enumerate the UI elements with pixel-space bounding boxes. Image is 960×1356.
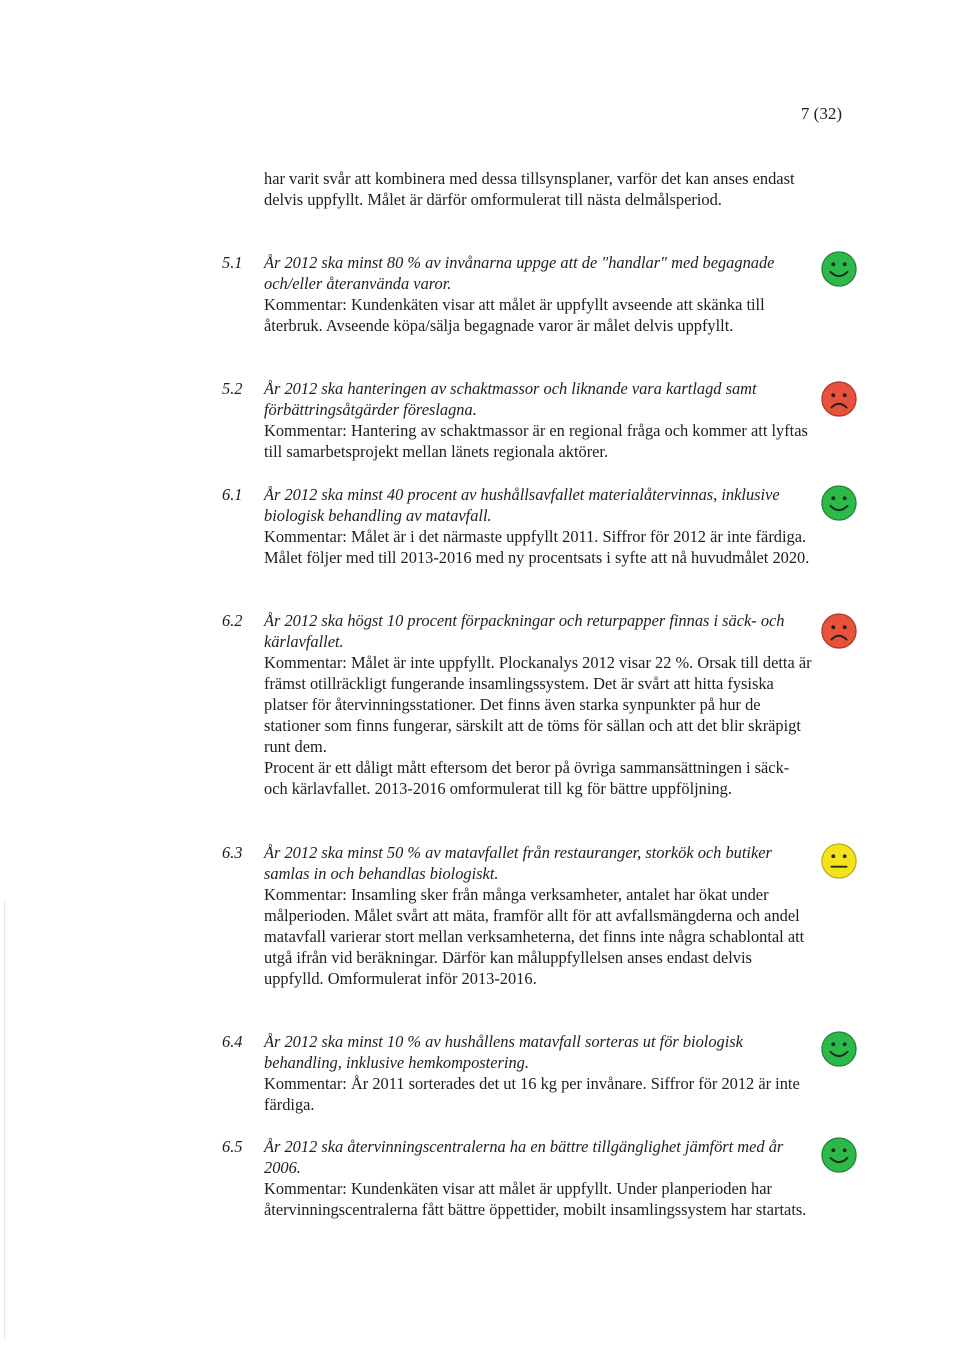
goal-item-6-4 — [222, 1031, 812, 1115]
sad-face-icon — [820, 612, 858, 650]
neutral-face-icon — [820, 842, 858, 880]
happy-face-icon — [820, 250, 858, 288]
goal-item-6-3 — [222, 842, 812, 989]
goal-number: 6.4 — [222, 1032, 243, 1051]
goal-comment: Kommentar: Målet är inte uppfyllt. Plockanalys 2012 visar 22 %. Orsak till detta är främst otillräckligt fungerande insamlingssystem. Det är svårt att hitta fysiska platser för återvinningsstationer. Det finns även starka synpunkter på hur de stationer som finns fungerar, särskilt att de töms för sällan och att det blir skräpigt runt dem. — [264, 653, 812, 756]
goal-comment: Kommentar: År 2011 sorterades det ut 16 kg per invånare. Siffror för 2012 är inte färdiga. — [264, 1074, 800, 1114]
goal-item-5-2 — [222, 378, 812, 462]
goal-text: År 2012 ska återvinningscentralerna ha en bättre tillgänglighet jämfört med år 2006. — [264, 1137, 784, 1177]
happy-face-icon — [820, 1030, 858, 1068]
goal-item-6-2 — [222, 610, 812, 799]
goal-comment: Kommentar: Kundenkäten visar att målet är uppfyllt. Under planperioden har återvinningscentralerna fått bättre öppettider, mobilt insamlingssystem har startats. — [264, 1179, 807, 1219]
goal-text: År 2012 ska minst 80 % av invånarna uppge att de "handlar" med begagnade och/eller återanvända varor. — [264, 253, 775, 293]
page-number: 7 (32) — [800, 104, 842, 123]
goal-comment-continued: Procent är ett dåligt mått eftersom det beror på övriga sammansättningen i säck- och kärlavfallet. 2013-2016 omformulerat till kg för bättre uppföljning. — [264, 758, 790, 798]
happy-face-icon — [820, 484, 858, 522]
goal-number: 5.1 — [222, 253, 243, 272]
goal-number: 6.5 — [222, 1137, 243, 1156]
happy-face-icon — [820, 1136, 858, 1174]
intro-paragraph: har varit svår att kombinera med dessa tillsynsplaner, varför det kan anses endast delvis uppfyllt. Målet är därför omformulerat till nästa delmålsperiod. — [264, 169, 795, 209]
goal-number: 6.3 — [222, 843, 243, 862]
goal-comment: Kommentar: Hantering av schaktmassor är en regional fråga och kommer att lyftas till samarbetsprojekt mellan länets regionala aktörer. — [264, 421, 808, 461]
goal-comment: Kommentar: Kundenkäten visar att målet är uppfyllt avseende att skänka till återbruk. Avseende köpa/sälja begagnade varor är målet delvis uppfyllt. — [264, 295, 765, 335]
goal-text: År 2012 ska minst 40 procent av hushållsavfallet materialåtervinnas, inklusive biologisk behandling av matavfall. — [264, 485, 780, 525]
goal-item-6-5 — [222, 1136, 812, 1220]
goal-number: 6.2 — [222, 611, 243, 630]
goal-item-5-1 — [222, 252, 812, 336]
sad-face-icon — [820, 380, 858, 418]
goal-number: 6.1 — [222, 485, 243, 504]
goal-item-6-1 — [222, 484, 812, 568]
goal-comment: Kommentar: Insamling sker från många verksamheter, antalet har ökat under målperioden. Målet svårt att mäta, framför allt för att avfallsmängderna och andel matavfall varierar stort mellan verksamheterna, det finns inte några schablontal att utgå ifrån vid beräkningar. Därför kan måluppfyllelsen anses endast delvis uppfylld. Omformulerat inför 2013-2016. — [264, 885, 805, 988]
goal-comment: Kommentar: Målet är i det närmaste uppfyllt 2011. Siffror för 2012 är inte färdiga. Målet följer med till 2013-2016 med ny procentsats i syfte att nå huvudmålet 2020. — [264, 527, 810, 567]
goal-text: År 2012 ska minst 50 % av matavfallet från restauranger, storkök och butiker samlas in och behandlas biologiskt. — [264, 843, 772, 883]
goal-number: 5.2 — [222, 379, 243, 398]
goal-text: År 2012 ska minst 10 % av hushållens matavfall sorteras ut för biologisk behandling, inklusive hemkompostering. — [264, 1032, 743, 1072]
goal-text: År 2012 ska hanteringen av schaktmassor och liknande vara kartlagd samt förbättringsåtgärder föreslagna. — [264, 379, 757, 419]
goal-text: År 2012 ska högst 10 procent förpackningar och returpapper finnas i säck- och kärlavfallet. — [264, 611, 785, 651]
scan-edge-divider — [4, 900, 5, 1340]
